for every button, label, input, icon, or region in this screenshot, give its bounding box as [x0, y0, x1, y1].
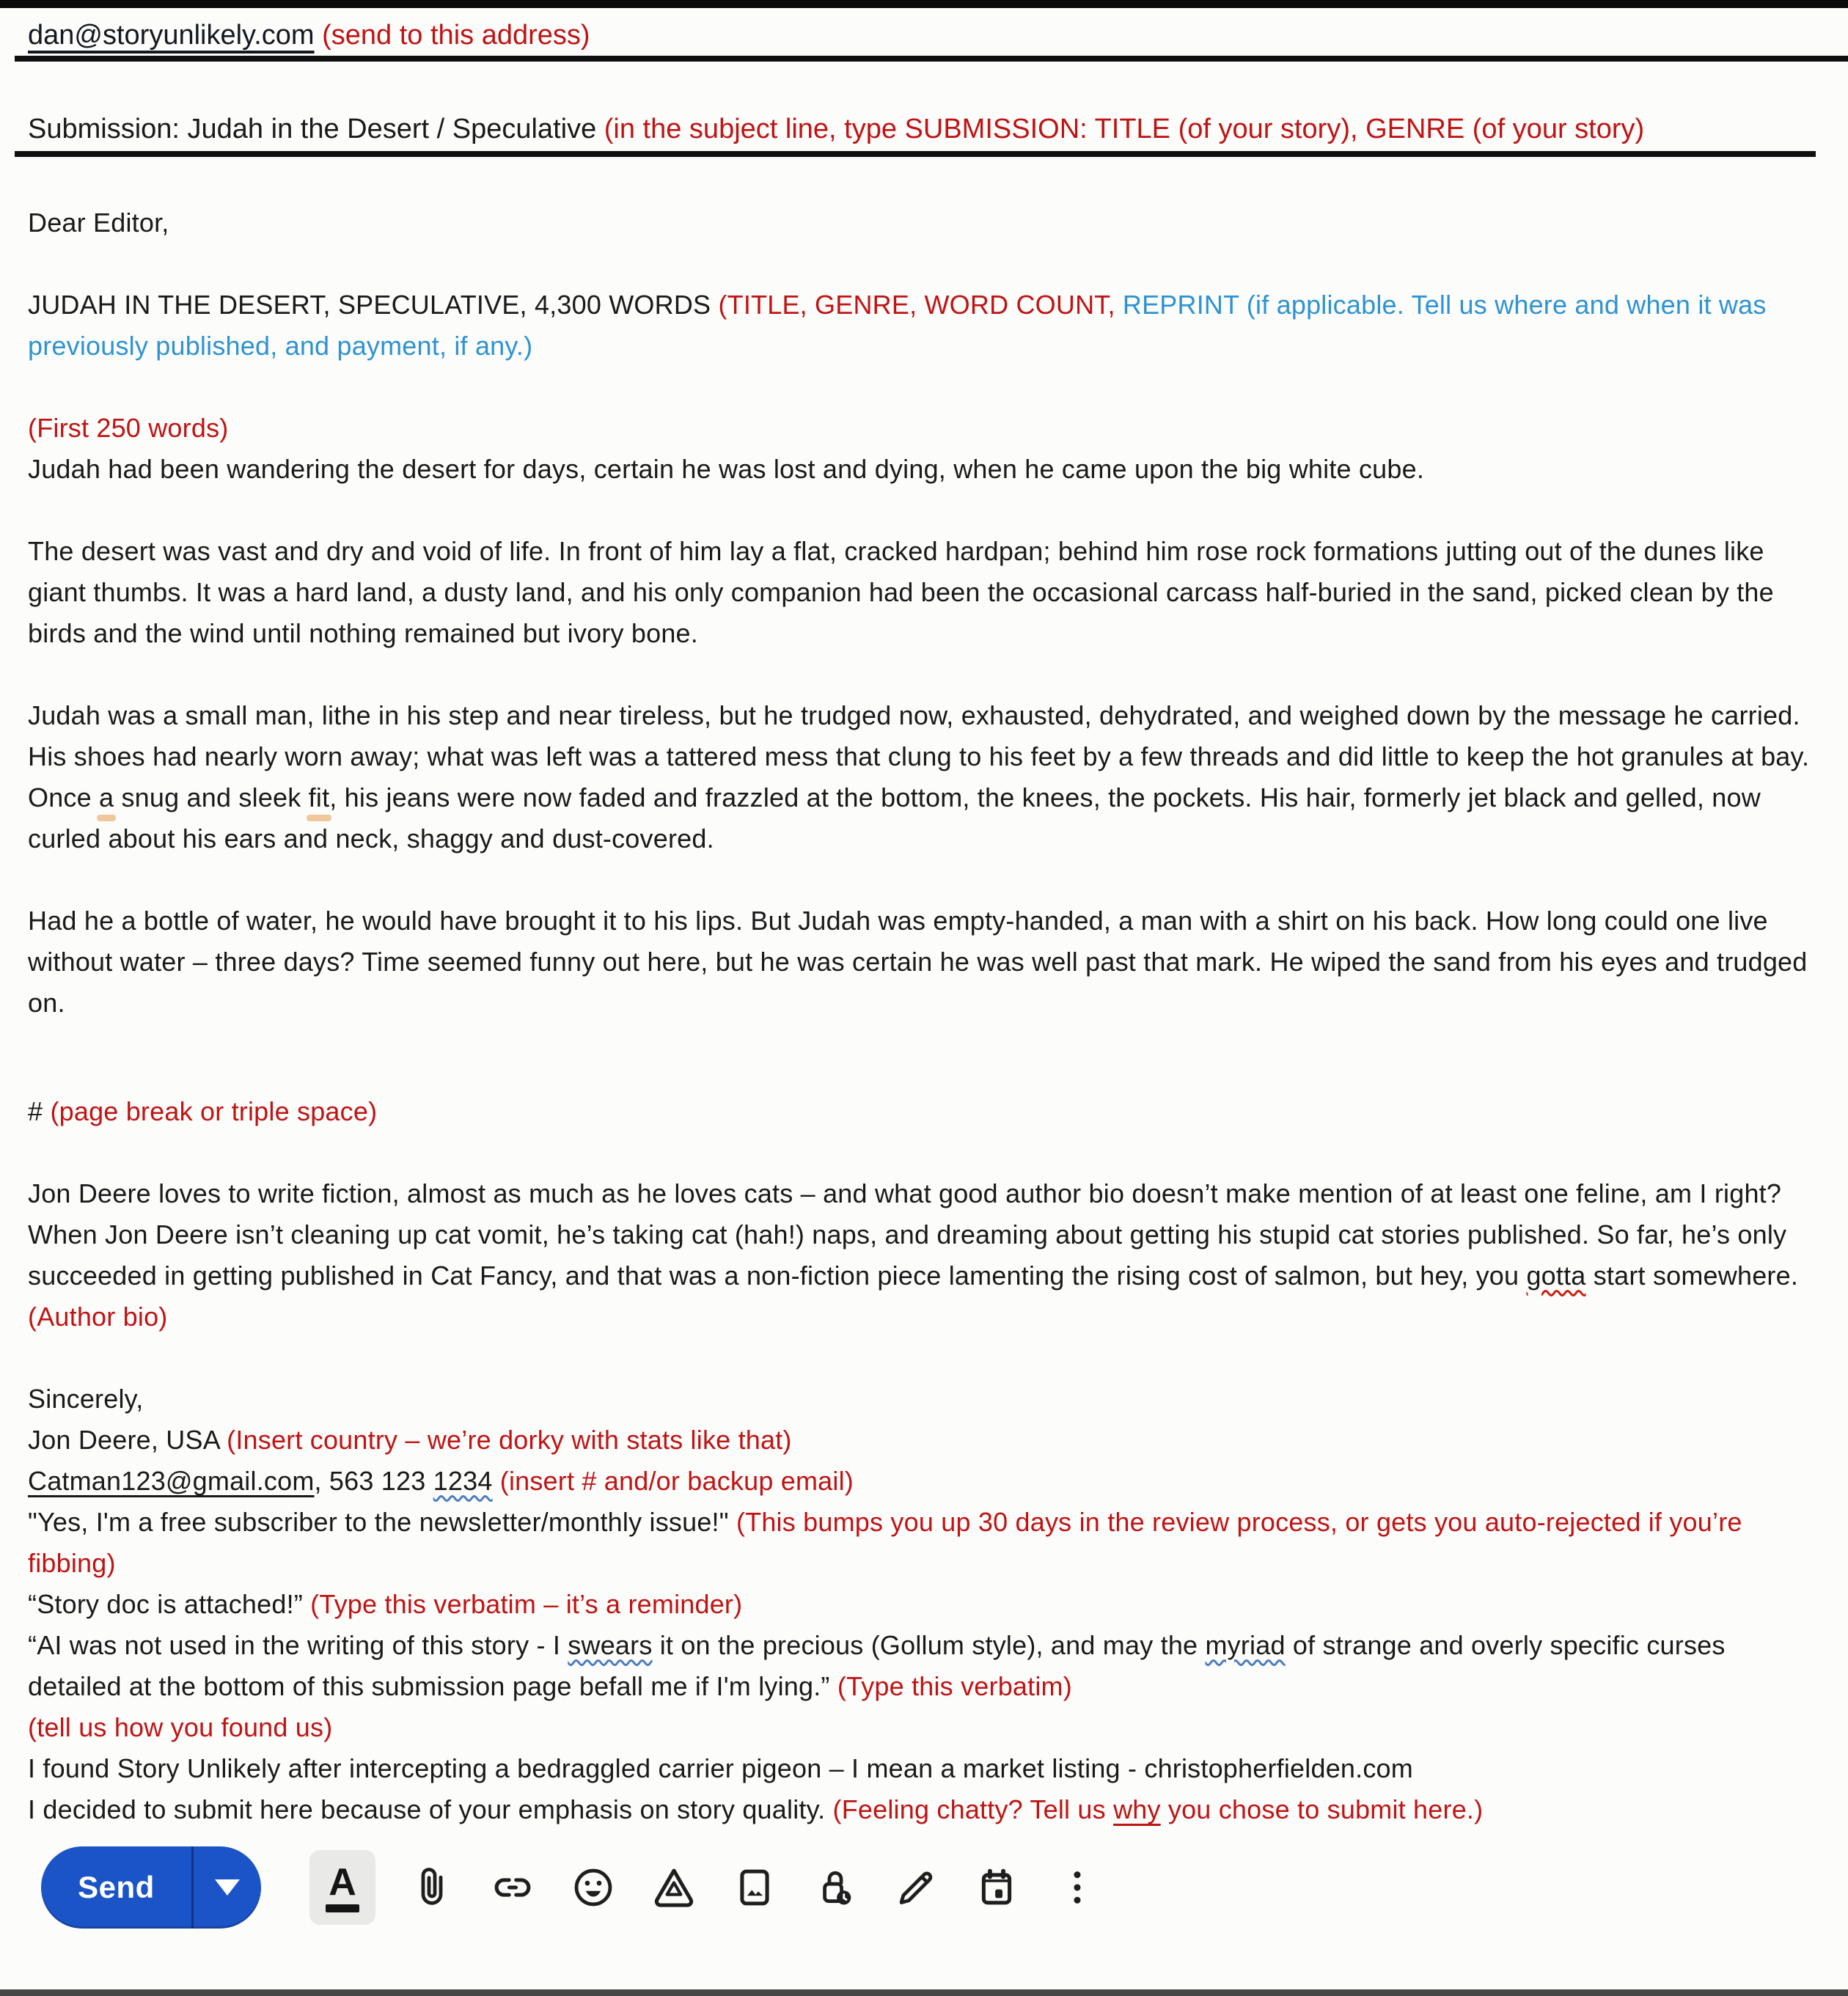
first-250-label — [28, 408, 1817, 449]
why-submit-line — [28, 1789, 1817, 1830]
window-bottom-edge — [0, 1989, 1848, 1996]
text-run: a — [99, 782, 114, 812]
insert-signature-button[interactable] — [892, 1846, 940, 1929]
text-run: Dear Editor, — [28, 208, 169, 238]
text-run — [493, 1466, 500, 1496]
text-run: Sincerely, — [28, 1384, 144, 1414]
subscriber-line — [28, 1502, 1817, 1584]
signature-name — [28, 1420, 1817, 1461]
text-run: snug and sleek — [114, 782, 309, 812]
excerpt-paragraph-2 — [28, 531, 1817, 654]
send-button[interactable] — [41, 1846, 194, 1929]
insert-drive-button[interactable] — [650, 1846, 698, 1929]
subject-field[interactable] — [28, 110, 1644, 148]
text-run: JUDAH IN THE DESERT, SPECULATIVE, 4,300 WORDS — [28, 290, 719, 320]
calendar-icon — [973, 1864, 1020, 1911]
text-run: (Type this verbatim – it’s a reminder) — [310, 1589, 743, 1619]
text-run: Jon Deere, USA — [28, 1425, 227, 1455]
text-run: (Feeling chatty? Tell us — [832, 1794, 1114, 1824]
salutation — [28, 202, 1817, 243]
text-run: (Author bio) — [28, 1302, 168, 1332]
to-divider — [15, 56, 1848, 62]
toolbar-icons — [309, 1846, 1101, 1929]
text-run: "Yes, I'm a free subscriber to the newsletter/monthly issue!" — [28, 1507, 736, 1537]
text-run: (TITLE, GENRE, WORD COUNT, — [718, 290, 1123, 320]
text-run: Judah had been wandering the desert for days, certain he was lost and dying, when he came upon the big white cube. — [28, 454, 1425, 484]
closing — [28, 1379, 1817, 1420]
paperclip-icon — [408, 1864, 455, 1911]
text-run: Had he a bottle of water, he would have brought it to his lips. But Judah was empty-handed, a man with a shirt on his back. How long could one live without water – three days? Time seemed funny out here, but he was certain he was well past that mark. He wiped the sand from his eyes and trudged on. — [28, 906, 1808, 1018]
text-run: of strange and overly specific curses detailed at the bottom of this submission page befall me if I'm lying.” — [28, 1630, 1726, 1701]
text-run: gotta — [1526, 1261, 1586, 1291]
kebab-menu-icon — [1054, 1864, 1101, 1911]
message-body[interactable] — [28, 202, 1817, 1830]
send-options-button[interactable] — [194, 1846, 261, 1929]
send-label: Send — [78, 1870, 155, 1904]
to-annotation: (send to this address) — [314, 20, 590, 51]
link-icon — [489, 1864, 536, 1911]
insert-photo-button[interactable] — [730, 1846, 779, 1929]
text-run: , 563 123 — [314, 1466, 433, 1496]
formatting-options-button[interactable] — [309, 1850, 375, 1925]
text-run: REPRINT (if applicable. Tell us where and when it was previously published, and payment, if any.) — [28, 290, 1767, 361]
text-run: The desert was vast and dry and void of life. In front of him lay a flat, cracked hardpan; behind him rose rock formations jutting out of the dunes like giant thumbs. It was a hard land, a dusty land, and his only companion had been the occasional carcass half-buried in the sand, picked clean by the birds and the wind until nothing remained but ivory bone. — [28, 536, 1774, 648]
text-run: (insert # and/or backup email) — [499, 1466, 854, 1496]
page-break-marker — [28, 1091, 1817, 1132]
attachment-line — [28, 1584, 1817, 1625]
text-run: # — [28, 1096, 51, 1126]
text-run: I decided to submit here because of your emphasis on story quality. — [28, 1794, 833, 1824]
text-run: start somewhere. — [1585, 1261, 1799, 1291]
insert-link-button[interactable] — [488, 1846, 537, 1929]
text-run: (tell us how you found us) — [28, 1712, 333, 1742]
text-run: fit — [308, 782, 330, 812]
more-options-button[interactable] — [1053, 1846, 1101, 1929]
text-run: it on the precious (Gollum style), and may the — [652, 1630, 1206, 1660]
text-run: (Type this verbatim) — [837, 1671, 1072, 1701]
text-run: (This bumps you up 30 days in the review process, or gets you auto-rejected if you’re fibbing) — [28, 1507, 1742, 1578]
recipient-email[interactable]: dan@storyunlikely.com — [28, 20, 315, 51]
confidential-mode-button[interactable] — [811, 1846, 859, 1929]
subject-divider — [15, 151, 1816, 157]
ai-disclaimer — [28, 1625, 1817, 1707]
text-run: myriad — [1205, 1630, 1286, 1660]
window-top-edge — [0, 0, 1848, 8]
drive-icon — [650, 1864, 697, 1911]
emoji-icon — [570, 1864, 617, 1911]
email-link[interactable]: Catman123@gmail.com — [28, 1466, 315, 1496]
found-us-label — [28, 1707, 1817, 1748]
text-run: , his jeans were now faded and frazzled at the bottom, the knees, the pockets. His hair, formerly jet black and gelled, now curled about his ears and neck, shaggy and dust-covered. — [28, 782, 1761, 854]
insert-emoji-button[interactable] — [569, 1846, 617, 1929]
excerpt-paragraph-4 — [28, 900, 1817, 1024]
author-bio — [28, 1173, 1817, 1338]
lock-clock-icon — [812, 1864, 859, 1911]
text-run: swears — [568, 1630, 653, 1660]
text-run: Judah was a small man, lithe in his step and near tireless, but he trudged now, exhausted, dehydrated, and weighed down by the message he carried. His shoes had nearly worn away; what was left was a tattered mess that clung to his feet by a few threads and did little to keep the hot granules at bay. Once — [28, 700, 1810, 812]
text-run: (First 250 words) — [28, 413, 229, 443]
pen-icon — [892, 1864, 939, 1911]
excerpt-paragraph-3 — [28, 695, 1817, 859]
found-us-line — [28, 1748, 1817, 1789]
set-meeting-button[interactable] — [972, 1846, 1021, 1929]
image-icon — [731, 1864, 778, 1911]
send-split-button — [41, 1846, 261, 1929]
text-run: you chose to submit here.) — [1160, 1794, 1484, 1824]
subject-annotation: (in the subject line, type SUBMISSION: TITLE (of your story), GENRE (of your story) — [604, 114, 1645, 144]
contact-line — [28, 1461, 1817, 1502]
text-run: 1234 — [433, 1466, 493, 1496]
text-run: (Insert country – we’re dorky with stats like that) — [227, 1425, 792, 1455]
format-text-icon: A — [329, 1860, 356, 1904]
to-field[interactable] — [28, 16, 590, 54]
excerpt-opening — [28, 449, 1817, 490]
compose-toolbar — [41, 1845, 1101, 1930]
text-run: Jon Deere loves to write fiction, almost as much as he loves cats – and what good author bio doesn’t make mention of at least one feline, am I right? When Jon Deere isn’t cleaning up cat vomit, he’s taking cat (hah!) naps, and dreaming about getting his stupid cat stories published. So far, he’s only succeeded in getting published in Cat Fancy, and that was a non-fiction piece lamenting the rising cost of salmon, but hey, you — [28, 1178, 1787, 1291]
chevron-down-icon — [215, 1879, 240, 1896]
text-run: why — [1113, 1794, 1161, 1824]
subject-text: Submission: Judah in the Desert / Speculative — [28, 114, 604, 144]
text-run: (page break or triple space) — [50, 1096, 378, 1126]
submission-header — [28, 285, 1817, 367]
text-run: “AI was not used in the writing of this story - I — [28, 1630, 568, 1660]
attach-files-button[interactable] — [408, 1846, 456, 1929]
text-run: I found Story Unlikely after intercepting a bedraggled carrier pigeon – I mean a market listing - christopherfielden.com — [28, 1753, 1413, 1783]
text-run: “Story doc is attached!” — [28, 1589, 311, 1619]
